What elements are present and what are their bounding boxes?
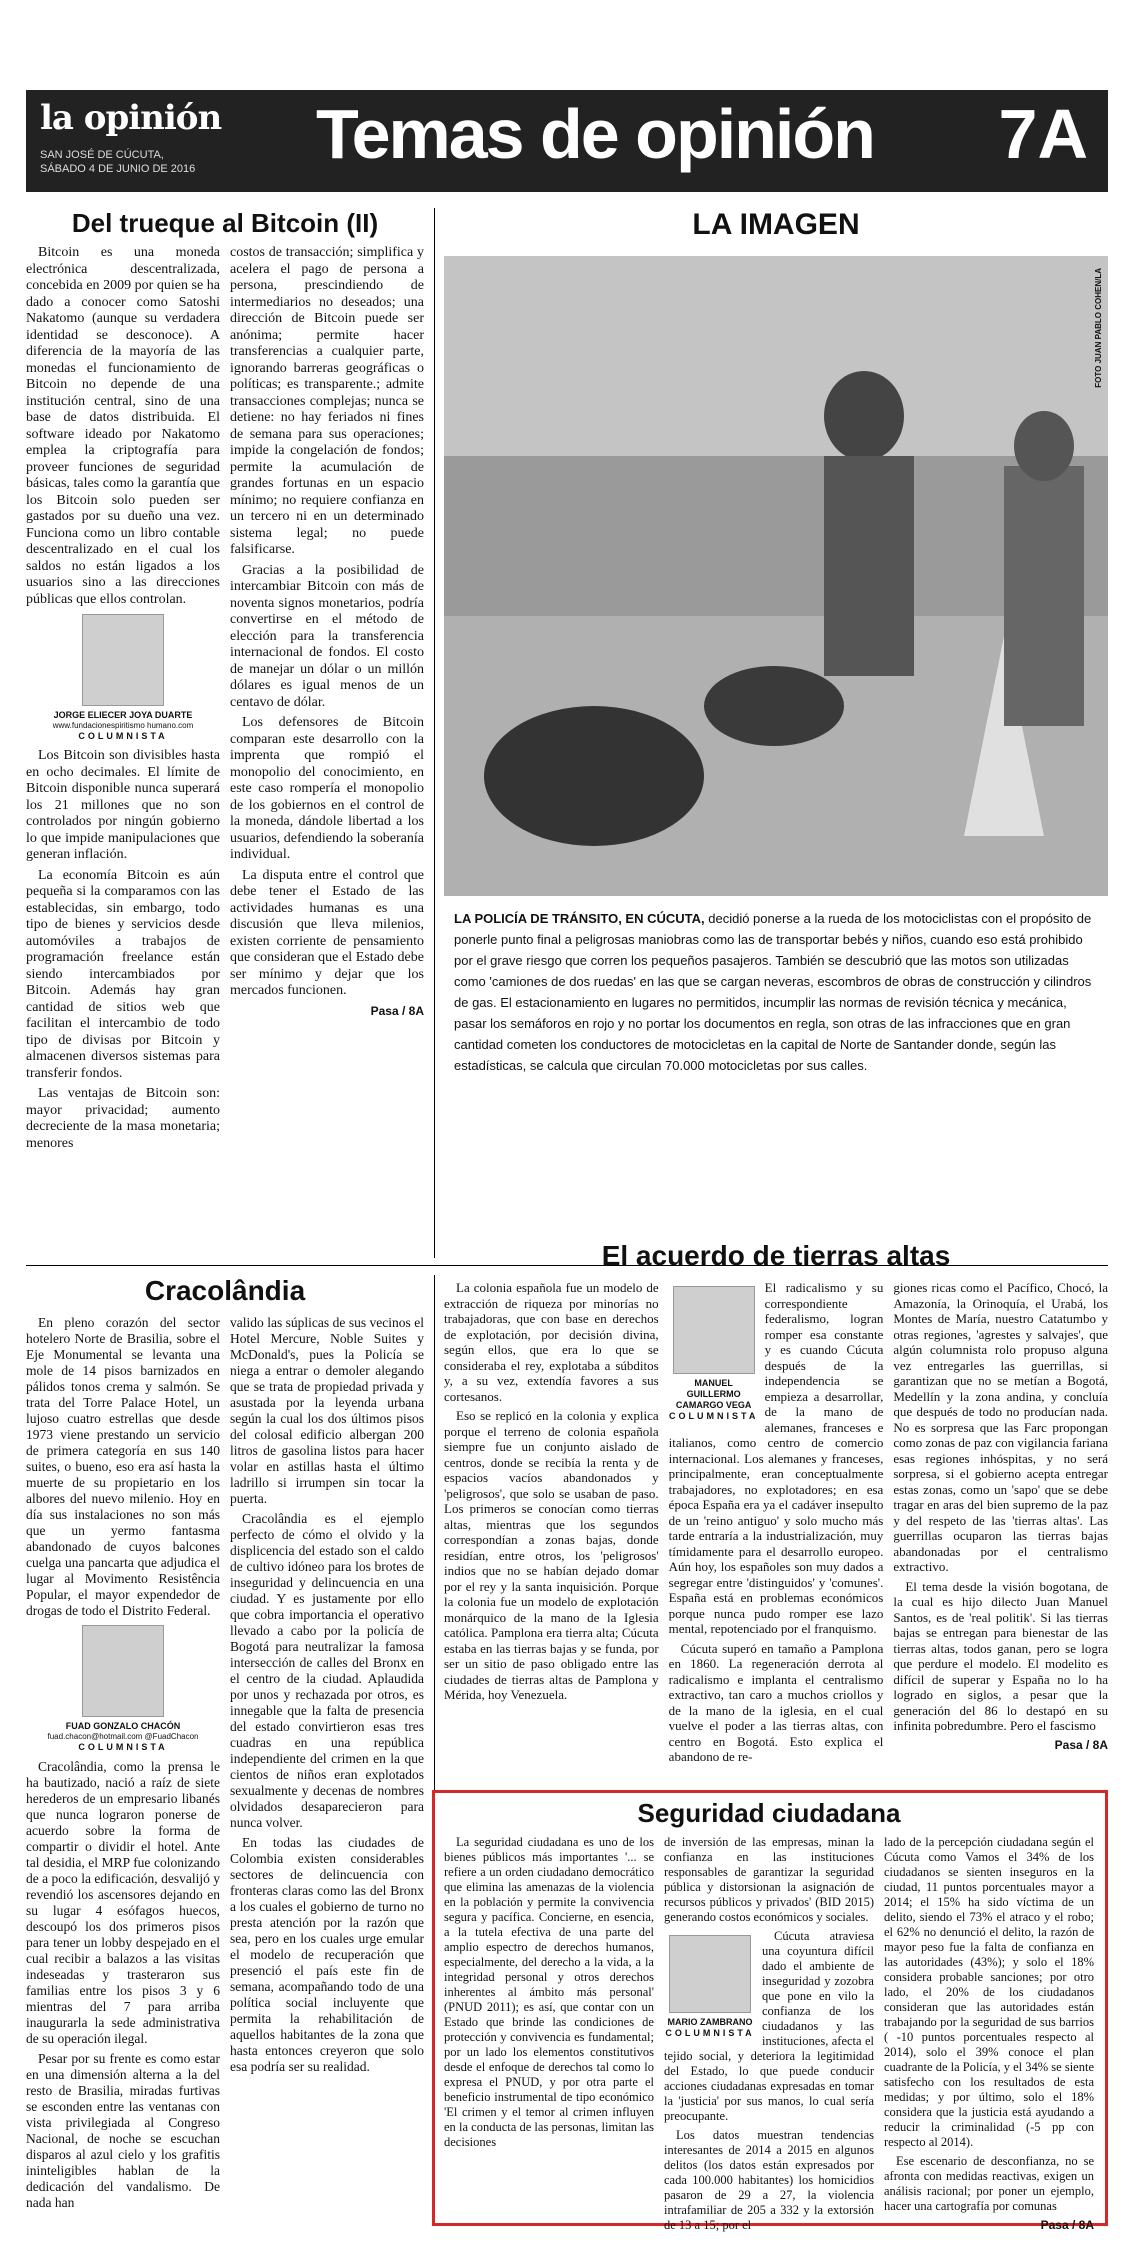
continuation-note: Pasa / 8A — [370, 1003, 424, 1018]
seguridad-col-2 — [664, 1835, 874, 2237]
article-paragraph: Las ventajas de Bitcoin son: mayor privacidad; aumento decreciente de la masa monetaria; menores — [26, 1086, 220, 1151]
imagen-headline: LA IMAGEN — [692, 208, 860, 241]
column-divider — [434, 208, 435, 1258]
article-paragraph: El tema desde la visión bogotana, de la cual es hijo dilecto Juan Manuel Santos, es de 'real politik'. Si las tierras bajas se entregan para bienestar de las tierras altas, todos ganan, pero se logra que perdure el modelo. El modelito es difícil de superar y España no lo ha logrado en siglos, a pesar que la generación del 86 lo destapó en su infinita pobredumbre. Pero el fascismo — [893, 1578, 1109, 1733]
tierras-col-1 — [444, 1280, 659, 1769]
cracolandia-headline: Cracolândia — [144, 1275, 306, 1306]
author-portrait — [673, 1286, 755, 1374]
tierras-col-2 — [669, 1280, 884, 1769]
caption-lead: LA POLICÍA DE TRÁNSITO, EN CÚCUTA, — [454, 911, 705, 926]
photo-caption — [454, 908, 1098, 1076]
article-paragraph: La seguridad ciudadana es uno de los bienes públicos más importantes '... se refiere a un orden ciudadano democrático que elimina las amenazas de la violencia en la población y permite la convivencia segura y pacífica. Concierne, en esencia, a la tutela efectiva de una parte del amplio espectro de derechos humanos, especialmente, del derecho a la vida, a la integridad personal y otros derechos inherentes al ámbito más personal' (PNUD 2011); es así, que contar con un Estado que brinde las condiciones de protección y convivencia es fundamental; por un lado los elementos constitutivos desde el enfoque de derechos tal como lo expresa el PNUD, y por otra parte el beneficio instrumental de tipo económico 'El crimen y el temor al crimen influyen en la conducta de las personas, limitan las decisiones — [444, 1835, 654, 2149]
bitcoin-columns — [26, 245, 424, 1156]
article-paragraph: Bitcoin es una moneda electrónica descentralizada, concebida en 2009 por quien se ha dado a conocer como Satoshi Nakatomo (aunque su verdadera identidad se desconoce). A diferencia de la mayoría de las monedas el funcionamiento de Bitcoin no depende de una institución central, sino de una base de datos distribuida. El software ideado por Nakatomo emplea la criptografía para proveer funciones de seguridad básicas, tales como la garantía que los Bitcoin solo pueden ser gastados por su dueño una vez. Funciona como un libro contable descentralizado en el cual los saldos no están ligados a los usuarios sino a las direcciones públicas que ellos controlan. — [26, 245, 220, 607]
article-paragraph: de inversión de las empresas, minan la confianza en las instituciones responsables de garantizar la seguridad pública y distorsionan la asignación de recursos públicos y privados' (BID 2015) generando costos económicos y sociales. — [664, 1835, 874, 1924]
caption-text: decidió ponerse a la rueda de los motociclistas con el propósito de ponerle punto final a peligrosas maniobras como las de transportar bebés y niños, cuando eso está prohibido por el grave riesgo que corren los pequeños pasajeros. También se descubrió que las motos son utilizadas como 'camiones de dos ruedas' en las que se cargan neveras, escombros de obras de construcción y cilindros de gas. El estacionamiento en lugares no permitidos, incumplir las normas de revisión técnica y mecánica, pasar los semáforos en rojo y no portar los documentos en regla, son otras de las infracciones que en gran cantidad cometen los conductores de motocicletas en la capital de Norte de Santander donde, según las estadísticas, se calcula que circulan 70.000 motocicletas por sus calles. — [454, 911, 1092, 1073]
author-portrait — [82, 1625, 164, 1717]
article-paragraph: Los defensores de Bitcoin comparan este desarrollo con la imprenta que rompió el monopolio del conocimiento, en este caso rompería el monopolio de los gobiernos en el control de la moneda, dándole libertad a los usuarios, defendiendo la soberanía individual. — [230, 715, 424, 862]
imagen-feature — [444, 208, 1108, 1228]
bitcoin-author-block — [26, 614, 220, 742]
author-name: MARIO ZAMBRANO — [667, 2017, 753, 2027]
seguridad-article — [444, 1798, 1094, 2232]
continuation-note: Pasa / 8A — [1040, 2218, 1094, 2232]
photo-credit: FOTO JUAN PABLO COHEN/LA — [1094, 268, 1103, 388]
cracolandia-col-2 — [230, 1315, 424, 2215]
seguridad-author-block — [664, 1929, 756, 2045]
article-paragraph: valido las súplicas de sus vecinos el Hotel Mercure, Noble Suites y McDonald's, pues la Policía se niega a entrar o demoler alegando que se trata de propiedad privada y asustada por la leyenda urbana según la cual los dos últimos pisos del colosal edificio albergan 200 litros de gasolina listos para hacer volar en astillas hasta el último ladrillo si irrumpen sin tocar la puerta. — [230, 1315, 424, 1506]
masthead — [26, 90, 1108, 192]
author-contact: fuad.chacon@hotmail.com @FuadChacon — [47, 1732, 199, 1741]
newspaper-logo: la opinión — [40, 98, 222, 138]
cracolandia-article — [26, 1275, 424, 2220]
traffic-police-photo — [444, 256, 1108, 896]
article-paragraph: En pleno corazón del sector hotelero Norte de Brasilia, sobre el Eje Monumental se levanta una mole de 14 pisos barnizados en pálidos tonos crema y salmón. Se trata del Torre Palace Hotel, un lujoso cuatro estrellas que desde 1973 viene prestando un servicio de primera categoría en sus 140 suites, o bueno, eso era así hasta la muerte de su propietario en los albores del nuevo milenio. Hoy en día sus instalaciones no son más que un yermo fantasma abandonado de cuyos balcones cuelga una pancarta que adjudica el lugar al Movimento Resistência Popular, el mayor expendedor de drogas de todo el Distrito Federal. — [26, 1315, 220, 1618]
article-paragraph: giones ricas como el Pacífico, Chocó, la Amazonía, la Orinoquía, el Urabá, los Montes de María, nuestro Catatumbo y otras regiones, 'agrestes y salvajes', que algún columnista rolo propuso alguna vez entregarles las guerrillas, si garantizan que no se metían a Bogotá, Medellín y la zona andina, y concluía que después de todo no producían nada. No es sorpresa que las Farc propongan como zonas de paz con vigilancia fariana esas regiones inhóspitas, y no será sorpresa, si el gobierno acepta entregar estas zonas, como un 'sapo' que se debe tragar en aras del bien supremo de la paz y del respeto de las 'tierras altas'. Las guerrillas ocuparon las tierras bajas abandonadas por el centralismo extractivo. — [893, 1280, 1109, 1574]
author-role: COLUMNISTA — [78, 1742, 168, 1752]
author-name: JORGE ELIECER JOYA DUARTE — [53, 710, 193, 720]
section-title: Temas de opinión — [316, 95, 874, 173]
author-portrait — [82, 614, 164, 706]
seguridad-headline: Seguridad ciudadana — [637, 1798, 901, 1828]
article-paragraph: Eso se replicó en la colonia y explica porque el terreno de colonia española siempre fue un conjunto aislado de centros, donde se recibía la renta y de espacios vacíos abandonados y 'peligrosos', que solo se usaban de paso. Los primeros se conocían como tierras altas, mientras que los segundos correspondían a zonas bajas, donde residían, entre otros, los 'peligrosos' indios que no se habían dejado domar por el rey y la santa inquisición. Porque la colonia fue un modelo de explotación monárquico de la mano de la Iglesia católica. Pamplona era tierra alta; Cúcuta estaba en las tierras bajas y se funda, por ser un sitio de paso obligado entre las ciudades de tierras altas de Pamplona y Mérida, hoy Venezuela. — [444, 1408, 659, 1702]
article-paragraph: costos de transacción; simplifica y acelera el pago de persona a persona, prescindiendo de intermediarios no deseados; una dirección de Bitcoin puede ser anónima; permite hacer transferencias a cualquier parte, ignorando barreras geográficas o políticas; es transparente.; admite transacciones complejas; nunca se detiene: no hay feriados ni fines de semana para sus operaciones; impide la congelación de fondos; permite la acumulación de grandes fortunas en un espacio mínimo; no requiere confianza en un tercero ni en un determinado sistema legal; no puede falsificarse. — [230, 245, 424, 557]
bitcoin-headline: Del trueque al Bitcoin (II) — [71, 208, 379, 238]
author-portrait — [669, 1935, 751, 2013]
seguridad-columns — [444, 1835, 1094, 2237]
article-paragraph: Cracolândia, como la prensa le ha bautizado, nació a raíz de siete herederos de un empresario libanés que nunca lograron ponerse de acuerdo sobre la forma de compartir o dividir el hotel. Ante tal desidia, el MRP fue colonizando de a poco la edificación, desvalijó y revendió los ascensores dejando en su lugar 4 esófagos huecos, descoupó los dos primeros pisos para tener un lobby despejado en el cual recibir a balazos a las visitas indeseadas y trasteraron sus familias entre los pisos 3 y 6 mientras del 7 para arriba inaugurarla la sede administrativa de su operación ilegal. — [26, 1759, 220, 2046]
cracolandia-columns — [26, 1315, 424, 2215]
article-paragraph: Los Bitcoin son divisibles hasta en ocho decimales. El límite de Bitcoin disponible nunca superará los 21 millones que no son controlados por ningún gobierno lo que impide manipulaciones que generan inflación. — [26, 748, 220, 862]
bitcoin-article — [26, 208, 424, 1258]
tierras-author-block — [669, 1280, 759, 1428]
newspaper-page — [26, 90, 1109, 2232]
tierras-article — [444, 1240, 1108, 1780]
article-paragraph: La disputa entre el control que debe tener el Estado de las actividades humanas es una discusión que lleva milenios, existen corriente de pensamiento que consideran que el Estado debe ser mínimo y dejar que los mercados funcionen. — [230, 867, 424, 998]
article-paragraph: La economía Bitcoin es aún pequeña si la comparamos con las establecidas, sin embargo, todo tipo de bienes y servicios desde automóviles a trabajos de programación freelance están siendo intercambiados por Bitcoin. Además hay gran cantidad de sitios web que facilitan el intercambio de todo tipo de divisas por Bitcoin y almacenen diversos sistemas para transferir fondos. — [26, 867, 220, 1081]
article-paragraph: Los datos muestran tendencias interesantes de 2014 a 2015 en algunos delitos (los datos están expresados por cada 100.000 habitantes) los homicidios pasaron de 29 a 27, la violencia intrafamiliar de 205 a 332 y la extorsión de 13 a 15; por el — [664, 2128, 874, 2232]
cracolandia-author-block — [26, 1625, 220, 1753]
article-paragraph: Cúcuta superó en tamaño a Pamplona en 1860. La regeneración derrota al radicalismo e implanta el centralismo extractivo, tan caro a muchos criollos y de la mano de la iglesia, en el cual vuelve el poder a las tierras altas, con centro en Bogotá. Esto explica el abandono de re- — [668, 1640, 884, 1764]
article-paragraph: Cúcuta atraviesa una coyuntura difícil dado el ambiente de inseguridad y zozobra que pone en vilo la confianza de los ciudadanos y las instituciones, afecta el tejido social, y deteriora la legitimidad del Estado, lo que puede conducir acciones ciudadanas expresadas en tomar la 'justicia' por sus manos, lo cual sería preocupante. — [664, 1929, 874, 2123]
seguridad-col-3 — [884, 1835, 1094, 2237]
article-paragraph: Pesar por su frente es como estar en una dimensión alterna a la del resto de Brasilia, miradas furtivas se esconden entre las ventanas con vista privilegiada al Congreso Nacional, de noche se escuchan disparos al azul cielo y los grafitis ininteligibles hablan de la dedicación del vandalismo. De nada han — [26, 2051, 220, 2210]
page-number: 7A — [998, 95, 1088, 173]
author-role: COLUMNISTA — [78, 731, 168, 741]
seguridad-col-1 — [444, 1835, 654, 2237]
article-paragraph: En todas las ciudades de Colombia existen considerables sectores de delincuencia con fronteras claras como las del Bronx a los cuales el gobierno de turno no presta atención por la razón que sea, pero en los cuales urge emular el modelo de recuperación que presenció el país este fin de semana, acompañando todo de una política social incluyente que permita la rehabilitación de aquellos habitantes de la zona que hasta entonces creyeron que solo esa podría ser su realidad. — [230, 1835, 424, 2074]
author-name: MANUEL GUILLERMO CAMARGO VEGA — [675, 1378, 752, 1410]
bitcoin-col-1 — [26, 245, 220, 1156]
tierras-headline: El acuerdo de tierras altas — [601, 1240, 951, 1271]
masthead-dateline — [40, 148, 195, 176]
continuation-note: Pasa / 8A — [1054, 1737, 1109, 1752]
author-role: COLUMNISTA — [665, 2028, 755, 2038]
cracolandia-col-1 — [26, 1315, 220, 2215]
author-role: COLUMNISTA — [669, 1411, 759, 1421]
article-paragraph: Ese escenario de desconfianza, no se afronta con medidas reactivas, exigen un análisis racional; por poner un ejemplo, hacer una cartografía por comunas — [884, 2154, 1094, 2213]
author-contact: www.fundacionespiritismo humano.com — [52, 721, 194, 730]
masthead-location: SAN JOSÉ DE CÚCUTA, — [40, 149, 164, 161]
article-paragraph: La colonia española fue un modelo de extracción de riqueza por minorías no trabajadoras, que con base en derechos de explotación, por decisión divina, según ellos, que era lo que se consideraba el rey, explotaba a súbditos y, a su vez, extendía favores a sus cortesanos. — [444, 1280, 659, 1404]
article-paragraph: lado de la percepción ciudadana según el Cúcuta como Vamos el 34% de los ciudadanos se sienten inseguros en la ciudad, 11 puntos porcentuales mayor a 2014; el 15% ha sido víctima de un delito, siendo el 73% el atraco y el robo; el 62% no denunció el delito, la razón de mayor peso fue la falta de confianza en las autoridades (43%); y solo el 18% considera probable sanciones; por otro lado, el 20% de los ciudadanos consideran que las autoridades están trabajando por la seguridad de sus barrios ( -10 puntos porcentuales respecto al 2014), solo el 39% conoce el plan cuadrante de la Policía, y el 34% se siente satisfecho con los resultados de esta medidas; y por último, solo el 18% considera que la justicia está ayudando a reducir la criminalidad (-5 pp con respecto al 2014). — [884, 1835, 1094, 2149]
author-name: FUAD GONZALO CHACÓN — [65, 1721, 181, 1731]
tierras-columns — [444, 1280, 1108, 1769]
article-paragraph: El radicalismo y su correspondiente federalismo, logran romper esa constante y es cuando Cúcuta después de la independencia se empieza a desarrollar, de la mano de alemanes, franceses e italianos, como centro de comercio internacional. Los alemanes y franceses, principalmente, eran conceptualmente trabajadores, no explotadores; en esa época España era ya el cadáver insepulto de un 'reino antiguo' y solo mucho más tarde entraría a la industrialización, muy tímidamente para el desarrollo europeo. Aún hoy, los españoles son muy dados a segregar entre 'distinguidos' y 'comunes'. España está en problemas económicos porque nunca pudo romper ese lazo mental, repotenciado por el franquismo. — [668, 1280, 884, 1636]
article-paragraph: Cracolândia es el ejemplo perfecto de cómo el olvido y la displicencia del estado son el caldo de cultivo idóneo para los brotes de inseguridad y delincuencia en una ciudad. Y es justamente por ello que cobra importancia el operativo llevado a cabo por la policía de Bogotá para neutralizar la famosa intersección de calles del Bronx en el centro de la ciudad. Aplaudida por unos y rechazada por otros, es innegable que la falta de presencia del estado convirtieron esas tres cuadras en una república independiente del crimen en la que cientos de niños eran explotados sexualmente y decenas de nombres olvidados desaparecieron para nunca volver. — [230, 1511, 424, 1830]
article-paragraph: Gracias a la posibilidad de intercambiar Bitcoin con más de noventa signos monetarios, podría convertirse en el método de elección para la transferencia internacional de fondos. El costo de manejar un dólar o un millón dólares es igual menos de un centavo de dólar. — [230, 562, 424, 710]
masthead-date: SÁBADO 4 DE JUNIO DE 2016 — [40, 163, 196, 175]
tierras-col-3 — [893, 1280, 1108, 1769]
bitcoin-col-2 — [230, 245, 424, 1156]
